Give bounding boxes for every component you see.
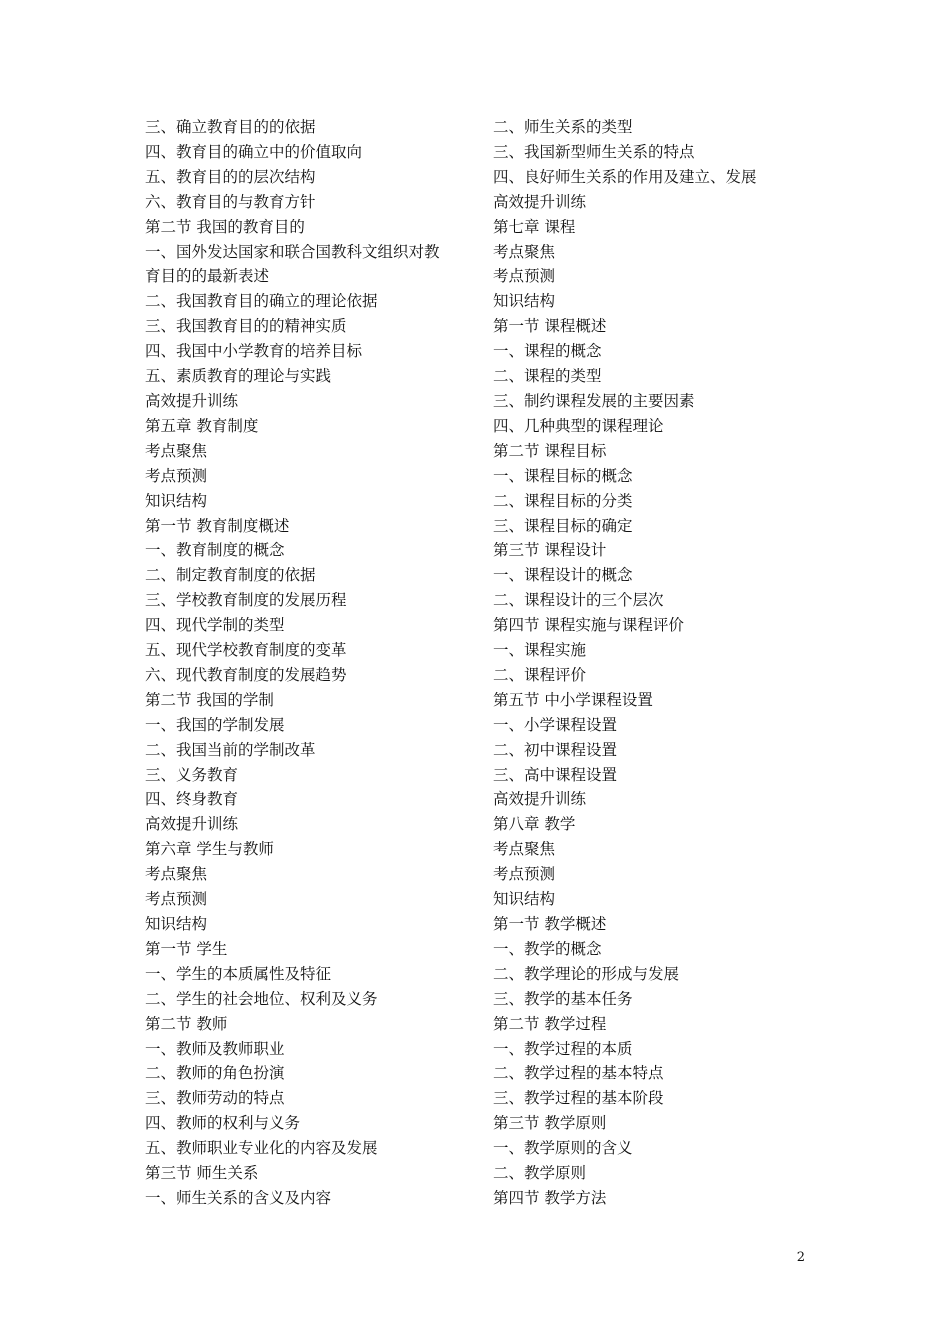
toc-entry: 第三节 教学原则 bbox=[493, 1114, 607, 1133]
toc-entry: 二、初中课程设置 bbox=[493, 740, 618, 759]
toc-left-column bbox=[145, 115, 475, 1211]
toc-entry: 二、教学原则 bbox=[493, 1164, 587, 1183]
toc-entry: 二、制定教育制度的依据 bbox=[145, 566, 316, 585]
toc-entry: 二、我国当前的学制改革 bbox=[145, 740, 316, 759]
toc-entry: 三、教学过程的基本阶段 bbox=[493, 1089, 664, 1108]
toc-entry: 二、课程评价 bbox=[493, 665, 587, 684]
toc-entry: 高效提升训练 bbox=[493, 192, 587, 211]
toc-entry: 考点预测 bbox=[145, 890, 208, 909]
toc-entry: 一、学生的本质属性及特征 bbox=[145, 964, 332, 983]
toc-entry: 第八章 教学 bbox=[493, 815, 576, 834]
toc-entry: 二、教学理论的形成与发展 bbox=[493, 964, 680, 983]
toc-entry: 考点聚焦 bbox=[493, 840, 556, 859]
toc-entry: 第一节 教育制度概述 bbox=[145, 516, 290, 535]
toc-entry: 一、课程实施 bbox=[493, 641, 587, 660]
toc-entry: 三、我国新型师生关系的特点 bbox=[493, 142, 695, 161]
toc-entry: 一、课程设计的概念 bbox=[493, 566, 633, 585]
toc-entry: 一、教学的概念 bbox=[493, 939, 602, 958]
toc-entry: 二、教师的角色扮演 bbox=[145, 1064, 285, 1083]
toc-entry: 第三节 课程设计 bbox=[493, 541, 607, 560]
toc-entry: 六、现代教育制度的发展趋势 bbox=[145, 665, 347, 684]
toc-entry: 高效提升训练 bbox=[145, 815, 239, 834]
toc-right-column bbox=[493, 115, 823, 1211]
toc-entry: 一、教师及教师职业 bbox=[145, 1039, 285, 1058]
page-number: 2 bbox=[796, 1250, 805, 1265]
toc-entry: 二、课程设计的三个层次 bbox=[493, 591, 664, 610]
toc-entry: 第二节 教学过程 bbox=[493, 1014, 607, 1033]
toc-entry: 第二节 课程目标 bbox=[493, 441, 607, 460]
toc-entry: 高效提升训练 bbox=[145, 391, 239, 410]
toc-entry: 四、教师的权利与义务 bbox=[145, 1114, 301, 1133]
toc-entry: 一、课程的概念 bbox=[493, 342, 602, 361]
toc-entry: 三、教学的基本任务 bbox=[493, 989, 633, 1008]
toc-entry: 知识结构 bbox=[145, 491, 208, 510]
toc-entry: 二、我国教育目的确立的理论依据 bbox=[145, 292, 378, 311]
toc-entry: 考点聚焦 bbox=[145, 865, 208, 884]
toc-entry: 育目的的最新表述 bbox=[145, 267, 270, 286]
toc-entry: 四、我国中小学教育的培养目标 bbox=[145, 342, 363, 361]
toc-entry: 五、素质教育的理论与实践 bbox=[145, 367, 332, 386]
toc-entry: 第六章 学生与教师 bbox=[145, 840, 274, 859]
toc-entry: 第四节 课程实施与课程评价 bbox=[493, 616, 684, 635]
toc-entry: 第一节 课程概述 bbox=[493, 317, 607, 336]
toc-entry: 高效提升训练 bbox=[493, 790, 587, 809]
toc-entry: 第四节 教学方法 bbox=[493, 1188, 607, 1207]
toc-entry: 五、现代学校教育制度的变革 bbox=[145, 641, 347, 660]
toc-entry: 第二节 教师 bbox=[145, 1014, 228, 1033]
toc-entry: 第五章 教育制度 bbox=[145, 416, 259, 435]
toc-entry: 一、小学课程设置 bbox=[493, 715, 618, 734]
toc-entry: 知识结构 bbox=[145, 915, 208, 933]
toc-entry: 考点预测 bbox=[493, 865, 556, 884]
toc-entry: 四、几种典型的课程理论 bbox=[493, 416, 664, 435]
toc-entry: 三、我国教育目的的精神实质 bbox=[145, 317, 347, 336]
toc-entry: 考点预测 bbox=[145, 466, 208, 485]
toc-entry: 四、现代学制的类型 bbox=[145, 616, 285, 635]
toc-entry: 一、师生关系的含义及内容 bbox=[145, 1188, 332, 1207]
toc-entry: 三、高中课程设置 bbox=[493, 765, 618, 784]
toc-entry: 一、教学过程的本质 bbox=[493, 1039, 633, 1058]
toc-entry: 四、良好师生关系的作用及建立、发展 bbox=[493, 167, 757, 186]
toc-entry: 二、课程目标的分类 bbox=[493, 491, 633, 510]
toc-entry: 三、义务教育 bbox=[145, 765, 239, 784]
toc-entry: 知识结构 bbox=[493, 890, 556, 909]
toc-entry: 三、制约课程发展的主要因素 bbox=[493, 391, 695, 410]
toc-entry: 一、国外发达国家和联合国教科文组织对教 bbox=[145, 242, 440, 261]
toc-entry: 四、教育目的确立中的价值取向 bbox=[145, 142, 363, 161]
toc-entry: 一、教学原则的含义 bbox=[493, 1139, 633, 1158]
toc-entry: 考点聚焦 bbox=[493, 242, 556, 261]
toc-entry: 第一节 学生 bbox=[145, 939, 228, 958]
toc-entry: 第二节 我国的教育目的 bbox=[145, 217, 305, 236]
toc-entry: 第七章 课程 bbox=[493, 217, 576, 236]
toc-entry: 二、学生的社会地位、权利及义务 bbox=[145, 989, 378, 1008]
toc-entry: 四、终身教育 bbox=[145, 790, 239, 809]
toc-entry: 第二节 我国的学制 bbox=[145, 690, 274, 709]
toc-entry: 三、学校教育制度的发展历程 bbox=[145, 591, 347, 610]
toc-entry: 第三节 师生关系 bbox=[145, 1164, 259, 1183]
toc-entry: 考点预测 bbox=[493, 267, 556, 286]
toc-entry: 五、教育目的的层次结构 bbox=[145, 167, 316, 186]
toc-entry: 一、课程目标的概念 bbox=[493, 466, 633, 485]
toc-entry: 五、教师职业专业化的内容及发展 bbox=[145, 1139, 378, 1158]
toc-entry: 第五节 中小学课程设置 bbox=[493, 690, 653, 709]
toc-entry: 三、教师劳动的特点 bbox=[145, 1089, 285, 1108]
toc-entry: 第一节 教学概述 bbox=[493, 915, 607, 933]
toc-entry: 知识结构 bbox=[493, 292, 556, 311]
toc-entry: 一、我国的学制发展 bbox=[145, 715, 285, 734]
toc-entry: 二、课程的类型 bbox=[493, 367, 602, 386]
toc-entry: 考点聚焦 bbox=[145, 441, 208, 460]
toc-entry: 二、师生关系的类型 bbox=[493, 118, 633, 136]
toc-entry: 三、课程目标的确定 bbox=[493, 516, 633, 535]
toc-entry: 三、确立教育目的的依据 bbox=[145, 118, 316, 136]
toc-entry: 二、教学过程的基本特点 bbox=[493, 1064, 664, 1083]
toc-entry: 六、教育目的与教育方针 bbox=[145, 192, 316, 211]
toc-entry: 一、教育制度的概念 bbox=[145, 541, 285, 560]
